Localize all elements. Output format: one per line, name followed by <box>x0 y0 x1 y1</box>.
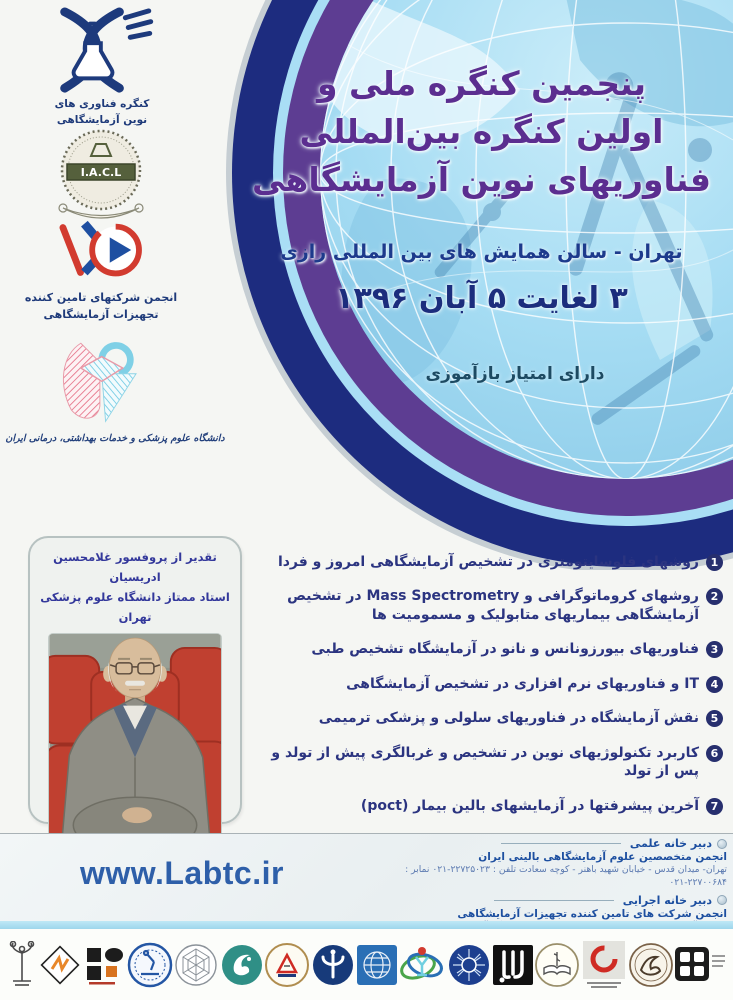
topic-number-badge: 1 <box>706 554 723 571</box>
topic-text: نقش آزمایشگاه در فناوریهای سلولی و پزشکی ترمیمی <box>318 710 699 727</box>
red-ring-institute-emblem-icon <box>581 941 627 989</box>
venue-line: تهران - سالن همایش های بین المللی رازی <box>280 241 683 263</box>
medical-book-emblem-icon <box>534 942 580 988</box>
title-block <box>233 60 730 204</box>
scientific-secretariat-header <box>355 837 727 850</box>
topic-item-6 <box>253 744 723 781</box>
topic-text: کاربرد تکنولوژیهای نوین در تشخیص و غربالگری پیش از تولد و پس از تولد <box>271 744 699 780</box>
title-line-1: پنجمین کنگره ملی و <box>316 64 647 103</box>
web-network-emblem-icon <box>173 942 219 988</box>
tribute-caption-line2: استاد ممتاز دانشگاه علوم پزشکی تهران <box>40 590 230 625</box>
topic-item-4 <box>253 675 723 693</box>
supplier-association-logo-icon <box>52 212 147 290</box>
topic-item-7 <box>253 797 723 815</box>
bullet-icon <box>717 839 727 849</box>
credit-note: دارای امتیاز بازآموزی <box>425 364 605 384</box>
iracl-emblem-icon <box>264 942 310 988</box>
tribute-caption-line1: تقدیر از پروفسور غلامحسین ادریسیان <box>53 550 217 585</box>
sponsor-logos-row <box>0 929 733 1000</box>
topic-number-badge: 5 <box>706 710 723 727</box>
divider-rule <box>494 900 614 901</box>
blue-globe-emblem-icon <box>356 944 398 986</box>
executive-org: انجمن شرکت های تامین کننده تجهیزات آزمایشگاهی <box>457 907 727 920</box>
divider-rule <box>501 843 621 844</box>
congress-dna-logo-icon <box>28 6 160 96</box>
topic-number-badge: 7 <box>706 798 723 815</box>
supplier-caption-line2: تجهیزات آزمایشگاهی <box>43 308 159 322</box>
topic-number-badge: 3 <box>706 641 723 658</box>
black-calligraphy-emblem-icon <box>492 944 534 986</box>
tribute-caption <box>30 547 240 628</box>
cyan-divider <box>0 921 733 929</box>
topic-item-3 <box>253 640 723 658</box>
scientific-address: تهران- میدان قدس - خیابان شهید باهنر - کوچه سعادت تلفن : ۲۲۷۲۵۰۲۳-۰۲۱ نمابر : ۲۲۷۰۰۶۸۴-۰۲۱ <box>405 864 727 889</box>
professor-photo <box>48 633 222 849</box>
diamond-emblem-icon <box>37 942 83 988</box>
topic-item-5 <box>253 709 723 727</box>
sunburst-university-emblem-icon <box>447 943 491 987</box>
topic-text: روشهای کروماتوگرافی و Mass Spectrometry در تشخیص آزمایشگاهی بیماریهای متابولیک و مسمومیت ها <box>287 588 699 623</box>
topic-number-badge: 4 <box>706 676 723 693</box>
professor-photo-art <box>49 634 221 848</box>
topic-item-1 <box>253 553 723 571</box>
scientific-secretariat-title: دبیر خانه علمی <box>629 837 712 850</box>
website-url: www.Labtc.ir <box>80 855 284 891</box>
topic-text: IT و فناوریهای نرم افزاری در تشخیص آزمایشگاهی <box>346 675 699 692</box>
executive-secretariat-header <box>355 894 727 907</box>
psi-association-emblem-icon <box>311 943 355 987</box>
calligraphy-seal-emblem-icon <box>628 942 674 988</box>
topic-text: روشهای فلوسایتومتری در تشخیص آزمایشگاهی امروز و فردا <box>277 554 699 570</box>
congress-logo-caption <box>26 96 178 129</box>
squares-grid-emblem-icon <box>84 944 126 986</box>
tribute-card <box>28 536 242 824</box>
scientific-org: انجمن متخصصین علوم آزمایشگاهی بالینی ایران <box>478 851 727 863</box>
microscope-society-emblem-icon <box>127 942 173 988</box>
topic-text: فناوریهای بیورزونانس و نانو در آزمایشگاه تشخیص طبی <box>311 641 699 658</box>
congress-caption-line2: نوین آزمایشگاهی <box>56 114 148 127</box>
topic-number-badge: 2 <box>706 588 723 605</box>
supplier-logo-caption <box>12 289 190 323</box>
title-line-2: اولین کنگره بین‌المللی <box>299 111 664 151</box>
university-logo-icon <box>50 328 145 428</box>
teal-society-emblem-icon <box>220 943 264 987</box>
topic-number-badge: 6 <box>706 745 723 762</box>
topic-item-2 <box>253 587 723 624</box>
anniversary-emblem-icon <box>398 943 446 987</box>
university-tiles-emblem-icon <box>674 943 726 987</box>
title-line-3: فناوریهای نوین آزمایشگاهی <box>252 159 711 199</box>
congress-caption-line1: کنگره فناوری های <box>54 98 150 110</box>
date-line: ۳ لغایت ۵ آبان ۱۳۹۶ <box>335 281 628 316</box>
supplier-caption-line1: انجمن شرکتهای تامین کننده <box>24 291 178 304</box>
pedestal-emblem-icon <box>7 941 37 989</box>
university-logo-caption: دانشگاه علوم پزشکی و خدمات بهداشتی، درمانی ایران <box>5 433 225 444</box>
svg-text:I.A.C.L: I.A.C.L <box>80 166 122 179</box>
executive-secretariat-title: دبیر خانه اجرایی <box>622 893 712 907</box>
topics-list <box>253 553 723 831</box>
topic-text: آخرین پیشرفتها در آزمایشهای بالین بیمار (poct) <box>360 797 699 814</box>
bullet-icon <box>717 895 727 905</box>
